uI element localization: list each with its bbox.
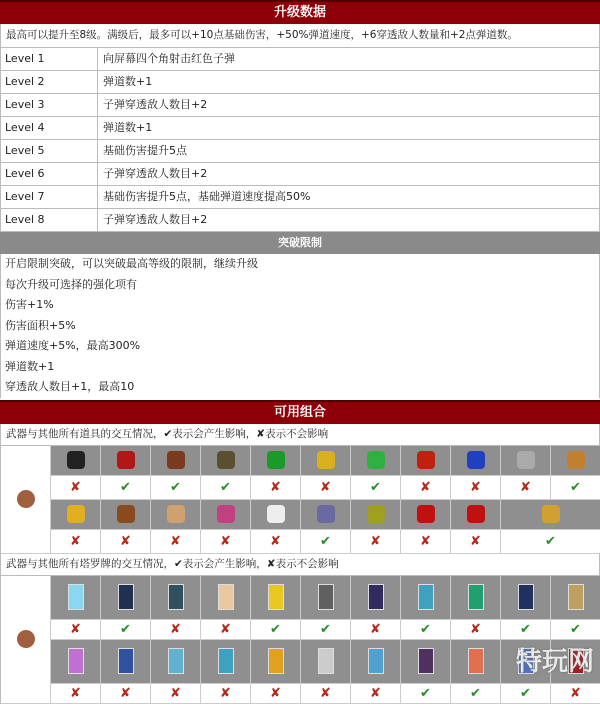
limit-line: 伤害面积+5% — [0, 316, 600, 337]
level-label: Level 4 — [1, 117, 98, 139]
level-row — [0, 209, 600, 232]
level-row — [0, 163, 600, 186]
cross-icon: ✘ — [451, 476, 501, 500]
limit-lines — [0, 254, 600, 398]
check-icon: ✔ — [301, 620, 351, 640]
level-label: Level 3 — [1, 94, 98, 116]
check-icon: ✔ — [551, 620, 600, 640]
tarot-card-icon — [551, 640, 600, 684]
cross-icon: ✘ — [501, 476, 551, 500]
tarot-card-icon — [401, 576, 451, 620]
check-icon: ✔ — [251, 620, 301, 640]
limit-line: 伤害+1% — [0, 295, 600, 316]
candles-icon — [201, 446, 251, 476]
combo-header: 可用组合 — [0, 400, 600, 424]
tarot-card-icon — [101, 640, 151, 684]
level-effect: 弹道数+1 — [103, 121, 153, 134]
upgrade-header: 升级数据 — [0, 0, 600, 24]
check-icon: ✔ — [351, 476, 401, 500]
red-arrow-icon — [451, 500, 501, 530]
level-table — [0, 48, 600, 232]
level-effect: 子弹穿透敌人数目+2 — [103, 98, 208, 111]
feather-icon — [351, 446, 401, 476]
tarot-card-icon — [201, 640, 251, 684]
silver-ring-icon — [301, 500, 351, 530]
check-icon: ✔ — [401, 684, 451, 704]
level-effect: 基础伤害提升5点 — [103, 144, 187, 157]
limit-line: 弹道数+1 — [0, 357, 600, 378]
red-bird-icon — [401, 500, 451, 530]
cross-icon: ✘ — [401, 530, 451, 554]
level-label: Level 8 — [1, 209, 98, 231]
cross-icon: ✘ — [51, 530, 101, 554]
cross-icon: ✘ — [251, 530, 301, 554]
tarot-card-icon — [301, 576, 351, 620]
tarot-note: 武器与其他所有塔罗牌的交互情况，✔表示会产生影响，✘表示不会影响 — [0, 554, 600, 576]
cross-icon: ✘ — [151, 620, 201, 640]
mask-icon — [151, 500, 201, 530]
weapon-icon — [1, 576, 51, 704]
limit-line: 开启限制突破，可以突破最高等级的限制，继续升级 — [0, 254, 600, 275]
level-effect: 基础伤害提升5点，基础弹道速度提高50% — [103, 190, 311, 203]
watermark: 特玩网 — [515, 646, 594, 677]
scroll-icon — [151, 446, 201, 476]
level-label: Level 2 — [1, 71, 98, 93]
tarot-card-icon — [251, 576, 301, 620]
level-effect: 子弹穿透敌人数目+2 — [103, 213, 208, 226]
level-label: Level 6 — [1, 163, 98, 185]
check-icon: ✔ — [501, 530, 600, 554]
limit-line: 弹道速度+5%，最高300% — [0, 336, 600, 357]
items-grid — [0, 446, 600, 554]
check-icon: ✔ — [201, 476, 251, 500]
check-icon: ✔ — [301, 530, 351, 554]
level-row — [0, 117, 600, 140]
level-row — [0, 140, 600, 163]
cross-icon: ✘ — [351, 620, 401, 640]
gem-icon — [451, 446, 501, 476]
weapon-icon — [1, 446, 51, 554]
tarot-card-icon — [51, 640, 101, 684]
tarot-card-icon — [51, 576, 101, 620]
tarot-grid — [0, 576, 600, 704]
check-icon: ✔ — [501, 620, 551, 640]
level-effect: 弹道数+1 — [103, 75, 153, 88]
cross-icon: ✘ — [201, 530, 251, 554]
cross-icon: ✘ — [551, 684, 600, 704]
tarot-card-icon — [401, 640, 451, 684]
tarot-card-icon — [351, 640, 401, 684]
skull-icon — [201, 500, 251, 530]
heart-icon — [401, 446, 451, 476]
cross-icon: ✘ — [151, 684, 201, 704]
red-book-icon — [101, 446, 151, 476]
check-icon: ✔ — [151, 476, 201, 500]
check-icon: ✔ — [551, 476, 600, 500]
cross-icon: ✘ — [451, 620, 501, 640]
level-row — [0, 186, 600, 209]
upgrade-summary: 最高可以提升至8级。满级后，最多可以+10点基础伤害，+50%弹道速度，+6穿透敌人数量和+2点弹道数。 — [0, 24, 600, 48]
cross-icon: ✘ — [51, 620, 101, 640]
black-heart-icon — [51, 446, 101, 476]
items-note: 武器与其他所有道具的交互情况，✔表示会产生影响，✘表示不会影响 — [0, 424, 600, 446]
cross-icon: ✘ — [451, 530, 501, 554]
tarot-card-icon — [551, 576, 600, 620]
tarot-card-icon — [301, 640, 351, 684]
ring-icon — [551, 446, 600, 476]
check-icon: ✔ — [101, 620, 151, 640]
gold-bar-icon — [501, 500, 600, 530]
tarot-card-icon — [501, 576, 551, 620]
cross-icon: ✘ — [101, 684, 151, 704]
tarot-card-icon — [201, 576, 251, 620]
level-row — [0, 48, 600, 71]
tarot-card-icon — [501, 640, 551, 684]
limit-line: 每次升级可选择的强化项有 — [0, 275, 600, 296]
check-icon: ✔ — [451, 684, 501, 704]
level-effect: 向屏幕四个角射击红色子弹 — [103, 52, 235, 65]
level-row — [0, 94, 600, 117]
limit-line: 穿透敌人数目+1，最高10 — [0, 377, 600, 398]
clover-icon — [251, 446, 301, 476]
level-effect: 子弹穿透敌人数目+2 — [103, 167, 208, 180]
cross-icon: ✘ — [51, 476, 101, 500]
cross-icon: ✘ — [251, 476, 301, 500]
level-label: Level 5 — [1, 140, 98, 162]
level-label: Level 7 — [1, 186, 98, 208]
cross-icon: ✘ — [301, 684, 351, 704]
level-label: Level 1 — [1, 48, 98, 70]
tarot-card-icon — [451, 640, 501, 684]
cross-icon: ✘ — [151, 530, 201, 554]
level-row — [0, 71, 600, 94]
tarot-card-icon — [101, 576, 151, 620]
cross-icon: ✘ — [251, 684, 301, 704]
wing-icon — [251, 500, 301, 530]
crown-icon — [51, 500, 101, 530]
tarot-card-icon — [151, 640, 201, 684]
tarot-card-icon — [251, 640, 301, 684]
check-icon: ✔ — [101, 476, 151, 500]
armor-icon — [501, 446, 551, 476]
cross-icon: ✘ — [351, 684, 401, 704]
chest-icon — [301, 446, 351, 476]
check-icon: ✔ — [401, 620, 451, 640]
cross-icon: ✘ — [201, 684, 251, 704]
check-icon: ✔ — [501, 684, 551, 704]
face-icon — [101, 500, 151, 530]
cross-icon: ✘ — [201, 620, 251, 640]
tarot-card-icon — [151, 576, 201, 620]
gold-ring-icon — [351, 500, 401, 530]
cross-icon: ✘ — [101, 530, 151, 554]
tarot-card-icon — [351, 576, 401, 620]
cross-icon: ✘ — [301, 476, 351, 500]
cross-icon: ✘ — [401, 476, 451, 500]
cross-icon: ✘ — [51, 684, 101, 704]
tarot-card-icon — [451, 576, 501, 620]
limit-header: 突破限制 — [0, 232, 600, 254]
cross-icon: ✘ — [351, 530, 401, 554]
